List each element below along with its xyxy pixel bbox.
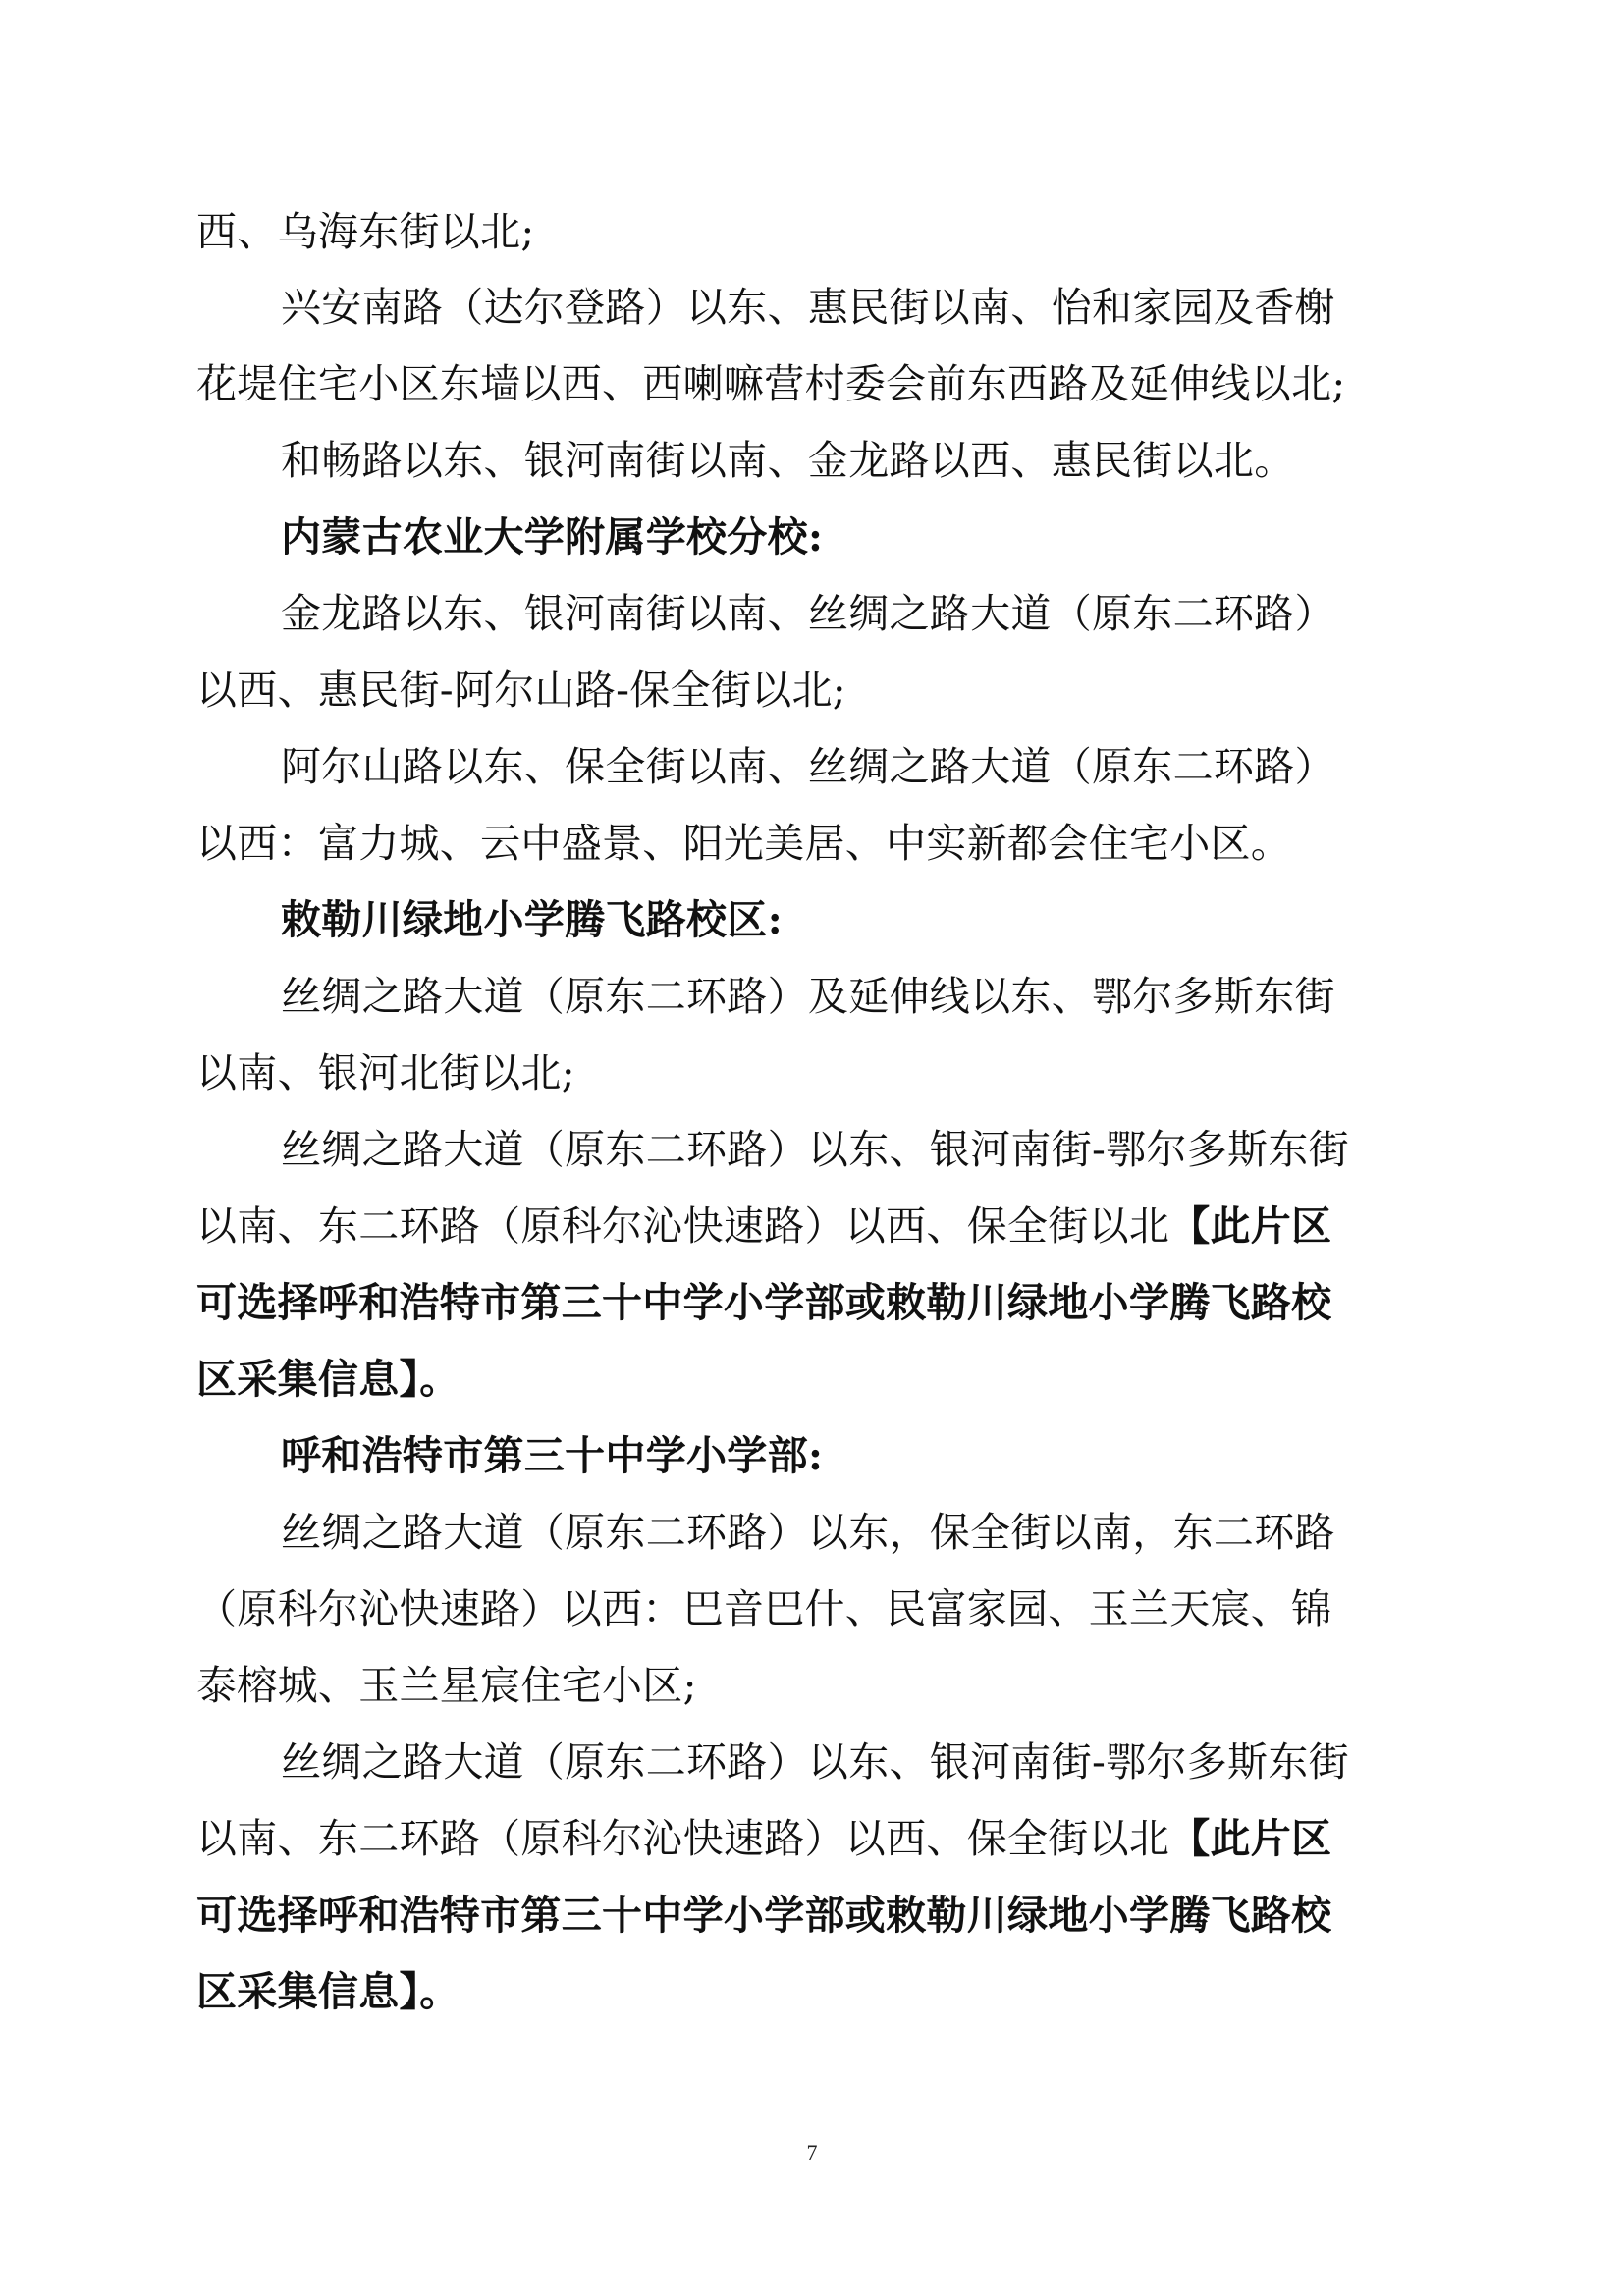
text-line: 以南、银河北街以北; <box>196 1049 575 1096</box>
section-heading: 呼和浩特市第三十中学小学部: <box>281 1432 824 1479</box>
text-run: 以南、东二环路（原科尔沁快速路）以西、保全街以北 <box>196 1815 1170 1862</box>
text-line: 丝绸之路大道（原东二环路）及延伸线以东、鄂尔多斯东街 <box>281 973 1335 1020</box>
page-number: 7 <box>806 2140 818 2164</box>
text-line: 丝绸之路大道（原东二环路）以东、银河南街-鄂尔多斯东街 <box>281 1738 1349 1786</box>
text-line <box>196 1201 1331 1252</box>
highlight-note: 区采集信息】。 <box>196 1356 460 1403</box>
section-heading: 敕勒川绿地小学腾飞路校区: <box>281 896 784 943</box>
highlight-note: 区采集信息】。 <box>196 1968 460 2015</box>
text-line: 和畅路以东、银河南街以南、金龙路以西、惠民街以北。 <box>281 437 1295 484</box>
highlight-note: 可选择呼和浩特市第三十中学小学部或敕勒川绿地小学腾飞路校 <box>196 1279 1332 1326</box>
text-line: 金龙路以东、银河南街以南、丝绸之路大道（原东二环路） <box>281 590 1335 637</box>
highlight-note: 【此片区 <box>1169 1202 1332 1250</box>
text-line: （原科尔沁快速路）以西：巴音巴什、民富家园、玉兰天宸、锦 <box>196 1585 1332 1632</box>
text-line: 兴安南路（达尔登路）以东、惠民街以南、怡和家园及香榭 <box>281 284 1335 331</box>
text-line: 花堤住宅小区东墙以西、西喇嘛营村委会前东西路及延伸线以北; <box>196 360 1346 407</box>
text-line: 泰榕城、玉兰星宸住宅小区; <box>196 1662 697 1709</box>
text-line: 丝绸之路大道（原东二环路）以东，保全街以南，东二环路 <box>281 1509 1335 1556</box>
section-heading: 内蒙古农业大学附属学校分校: <box>281 513 824 561</box>
text-line: 以西：富力城、云中盛景、阳光美居、中实新都会住宅小区。 <box>196 820 1292 867</box>
text-line <box>196 1813 1331 1864</box>
text-line: 丝绸之路大道（原东二环路）以东、银河南街-鄂尔多斯东街 <box>281 1126 1349 1173</box>
text-line: 阿尔山路以东、保全街以南、丝绸之路大道（原东二环路） <box>281 743 1335 790</box>
text-line: 西、乌海东街以北; <box>196 208 535 255</box>
text-line: 以西、惠民街-阿尔山路-保全街以北; <box>196 667 846 714</box>
text-run: 以南、东二环路（原科尔沁快速路）以西、保全街以北 <box>196 1202 1170 1250</box>
highlight-note: 【此片区 <box>1169 1815 1332 1862</box>
highlight-note: 可选择呼和浩特市第三十中学小学部或敕勒川绿地小学腾飞路校 <box>196 1892 1332 1939</box>
